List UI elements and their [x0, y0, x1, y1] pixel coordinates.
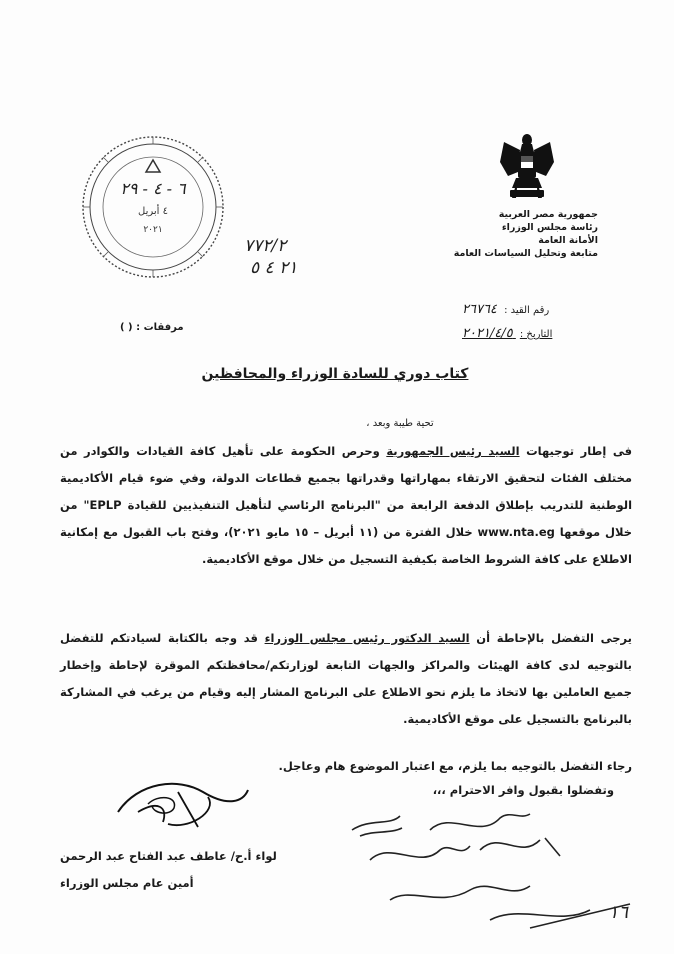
paragraph-2: [60, 625, 632, 733]
signatory-name: لواء أ.ح/ عاطف عبد الفتاح عبد الرحمن: [60, 849, 277, 863]
received-stamp: [78, 132, 228, 282]
stamp-year: ٢٠٢١: [143, 225, 163, 235]
letter-title: كتاب دوري للسادة الوزراء والمحافظين: [201, 366, 469, 382]
reference-number-value: ٢٦٧٦٤: [462, 302, 497, 317]
secretariat-name: الأمانة العامة: [538, 235, 598, 246]
eagle-emblem-icon: [498, 132, 556, 204]
prime-minister-title: السيد الدكتور رئيس مجلس الوزراء: [264, 631, 470, 645]
reference-date-row: [462, 326, 552, 341]
request-line: رجاء التفضل بالتوجيه بما يلزم، مع اعتبار الموضوع هام وعاجل.: [278, 759, 632, 773]
attachments-label: مرفقات : ( ): [120, 322, 184, 333]
signatory-block: [60, 843, 310, 897]
paragraph-1-start: فى إطار توجيهات: [519, 444, 632, 458]
president-title: السيد رئيس الجمهورية: [386, 444, 520, 458]
presidency-name: رئاسة مجلس الوزراء: [501, 222, 598, 233]
stamp-date: ٤ أبريل: [138, 206, 168, 217]
svg-text:٦ - ٤ - ٢٩: ٦ - ٤ - ٢٩: [120, 179, 186, 198]
reference-number-row: [462, 302, 549, 317]
paragraph-2-start: يرجى التفضل بالإحاطة أن: [469, 631, 632, 645]
country-name: جمهورية مصر العربية: [498, 209, 598, 220]
institution-header: [448, 208, 598, 260]
paragraph-1: [60, 438, 632, 573]
handwritten-annotations: [330, 800, 650, 940]
incoming-number: ٧٧٢/٢: [244, 236, 287, 256]
margin-number: ١٦: [608, 902, 628, 923]
signature: [108, 772, 258, 842]
department-name: متابعة وتحليل السياسات العامة: [453, 248, 598, 259]
reference-date-value: ٢٠٢١/٤/٥: [462, 326, 513, 341]
signatory-position: أمين عام مجلس الوزراء: [60, 876, 194, 890]
greeting: تحية طيبة وبعد ،: [366, 418, 434, 429]
paragraph-2-rest: قد وجه بالكتابة لسيادتكم للتفضل بالتوجيه لدى كافة الهيئات والمراكز والجهات التابعة لوزارتكم/محافظتكم الموقرة لإحاطة وإخطار جميع العاملين بها لاتخاذ ما يلزم نحو الاطلاع على البرنامج المشار إليه وقيام من يرغب في المشاركة بالبرنامج بالتسجيل على موقع الأكاديمية.: [60, 631, 632, 726]
incoming-date: ٢١ ٤ ٥: [250, 258, 298, 278]
paragraph-1-rest: وحرص الحكومة على تأهيل كافة القيادات والكوادر من مختلف الفئات لتحقيق الارتقاء بمهاراتها وقدراتها بجميع قطاعات الدولة، وفي ضوء قيام الأكاديمية الوطنية للتدريب بإطلاق الدفعة الرابعة من "البرنامج الرئاسي لتأهيل التنفيذيين للقيادة EPLP" من خلال موقعها www.nta.eg خلال الفترة من (١١ أبريل – ١٥ مايو ٢٠٢١)، وفتح باب القبول مع إمكانية الاطلاع على كافة الشروط الخاصة بكيفية التسجيل من خلال موقع الأكاديمية.: [60, 444, 633, 566]
closing-line: وتفضلوا بقبول وافر الاحترام ،،،: [432, 783, 614, 797]
reference-date-label: التاريخ :: [519, 329, 553, 340]
reference-number-label: رقم القيد :: [504, 305, 550, 316]
